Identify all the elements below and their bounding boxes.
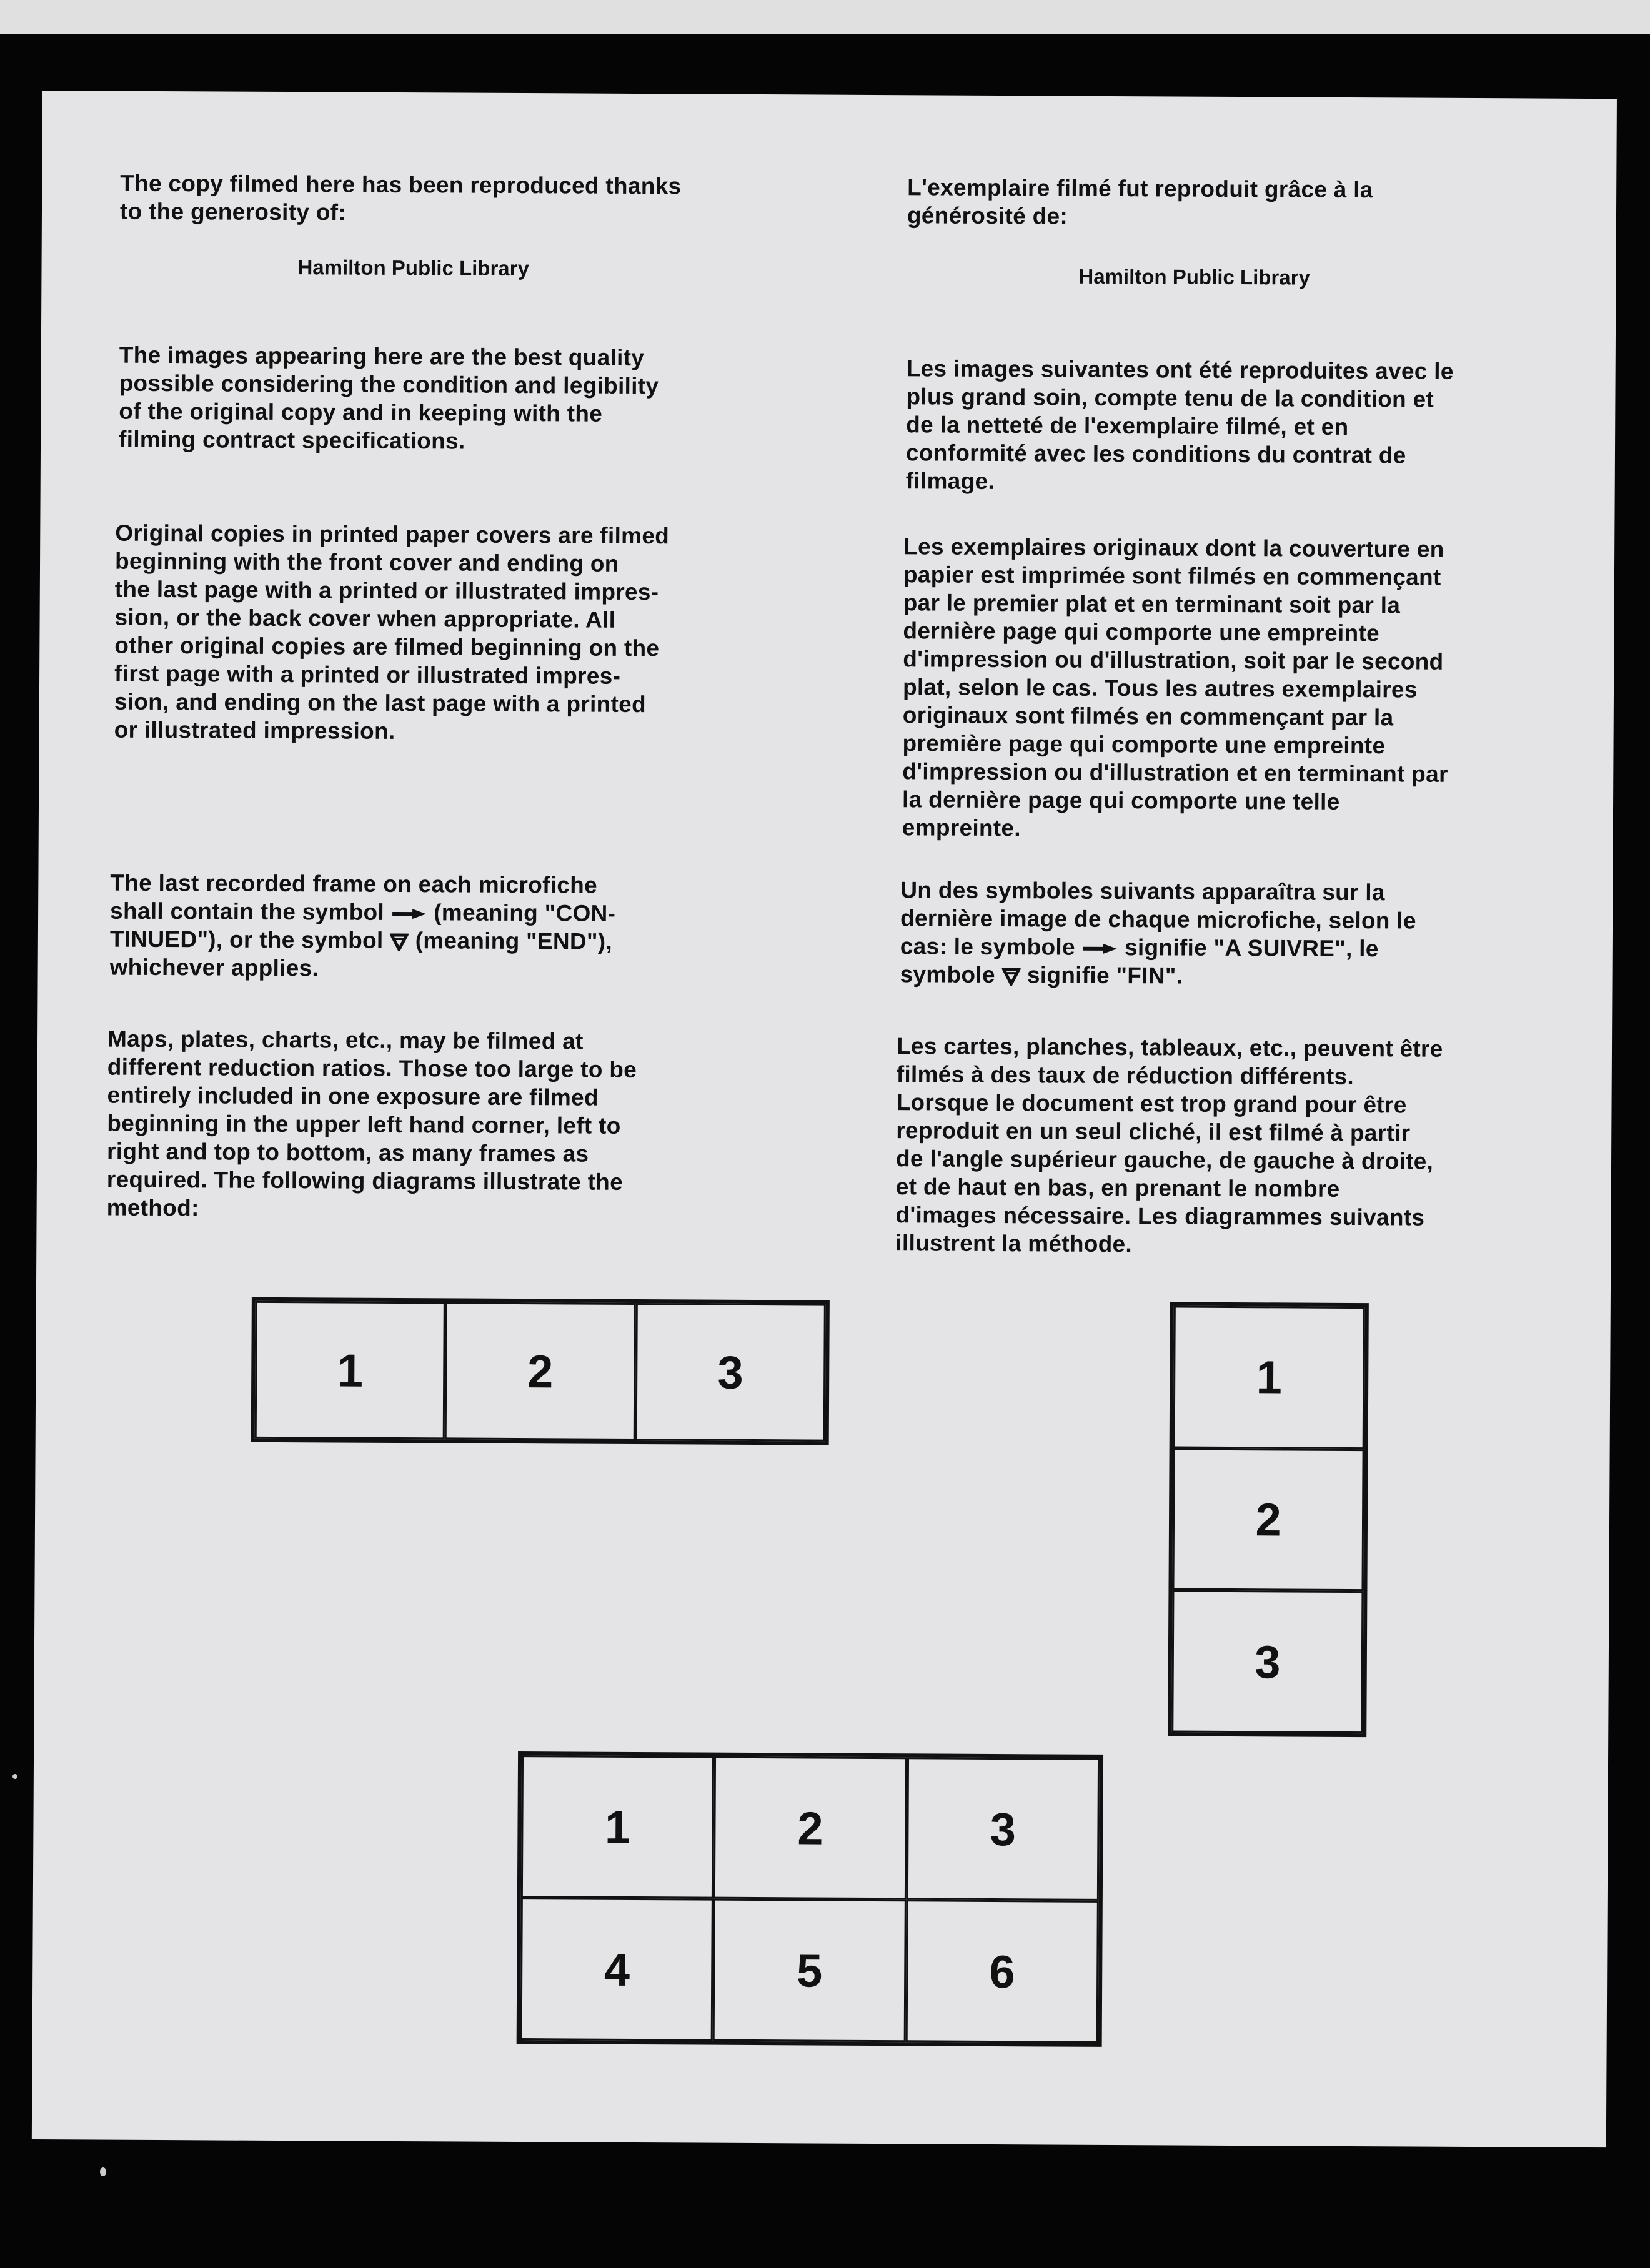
fr-intro: L'exemplaire filmé fut reproduit grâce à la générosité de: bbox=[907, 174, 1373, 229]
frame-cell: 2 bbox=[445, 1302, 635, 1440]
frame-cell: 2 bbox=[713, 1756, 907, 1900]
en-symbols-notice: The last recorded frame on each microfiche shall contain the symbol (meaning "CON- TINUED"), or the symbol (meaning "END"), whichever applies. bbox=[109, 869, 616, 981]
arrow-right-icon bbox=[1081, 943, 1118, 955]
en-quality-notice: The images appearing here are the best quality possible considering the condition and legibility of the original copy and in keeping with the filming contract specifications. bbox=[118, 342, 659, 454]
fr-symbols-notice: Un des symboles suivants apparaîtra sur la dernière image de chaque microfiche, selon le cas: le symbole signifie "A SUIVRE", le symbole signifie "FIN". bbox=[900, 877, 1416, 989]
film-speck bbox=[12, 1774, 17, 1779]
en-maps-notice: Maps, plates, charts, etc., may be filmed at different reduction ratios. Those too large to be entirely included in one exposure are filmed beginning in the upper left hand corner, left to right and top to bottom, as many frames as required. The following diagrams illustrate the method: bbox=[106, 1026, 637, 1221]
triangle-down-icon bbox=[1001, 967, 1020, 986]
frame-cell: 6 bbox=[905, 1899, 1099, 2043]
frame-cell: 3 bbox=[1171, 1590, 1363, 1733]
frame-cell: 5 bbox=[713, 1899, 907, 2043]
triangle-down-icon bbox=[390, 933, 409, 951]
frame-cell: 1 bbox=[521, 1755, 715, 1899]
frame-cell: 1 bbox=[255, 1301, 445, 1440]
fr-quality-notice: Les images suivantes ont été reproduites avec le plus grand soin, compte tenu de la condition et de la netteté de l'exemplaire filmé, et en conformité avec les conditions du contrat de filmage. bbox=[905, 355, 1454, 494]
arrow-right-icon bbox=[391, 908, 427, 920]
en-originals-notice: Original copies in printed paper covers are filmed beginning with the front cover and ending on the last page with a printed or illustrated impres- sion, or the back cover when appropriate. All other original copies are filmed beginning on the first page with a printed or illustrated impres- sion, and ending on the last page with a printed or illustrated impression. bbox=[114, 520, 670, 744]
diagram-vertical-frames bbox=[1168, 1302, 1369, 1737]
fr-library-name: Hamilton Public Library bbox=[1078, 264, 1310, 289]
frame-cell: 4 bbox=[520, 1898, 714, 2041]
diagram-horizontal-frames bbox=[251, 1297, 830, 1445]
frame-cell: 3 bbox=[907, 1757, 1100, 1901]
frame-cell: 1 bbox=[1173, 1306, 1365, 1449]
diagram-grid-frames bbox=[517, 1751, 1103, 2047]
film-speck bbox=[100, 2167, 106, 2176]
fr-maps-notice: Les cartes, planches, tableaux, etc., peuvent être filmés à des taux de réduction différents. Lorsque le document est trop grand pour être reproduit en un seul cliché, il est filmé à partir de l'angle supérieur gauche, de gauche à droite, et de haut en bas, en prenant le nombre d'images nécessaire. Les diagrammes suivants illustrent la méthode. bbox=[895, 1033, 1443, 1257]
fr-originals-notice: Les exemplaires originaux dont la couverture en papier est imprimée sont filmés en commençant par le premier plat et en terminant soit par la dernière page qui comporte une empreinte d'impression ou d'illustration, soit par le second plat, selon le cas. Tous les autres exemplaires originaux sont filmés en commençant par la première page qui comporte une empreinte d'impression ou d'illustration et en terminant par la dernière page qui comporte une telle empreinte. bbox=[902, 533, 1448, 841]
frame-cell: 2 bbox=[1172, 1448, 1364, 1591]
document-page bbox=[32, 91, 1617, 2147]
frame-cell: 3 bbox=[635, 1303, 825, 1442]
en-intro: The copy filmed here has been reproduced thanks to the generosity of: bbox=[119, 170, 682, 225]
en-library-name: Hamilton Public Library bbox=[297, 255, 530, 280]
